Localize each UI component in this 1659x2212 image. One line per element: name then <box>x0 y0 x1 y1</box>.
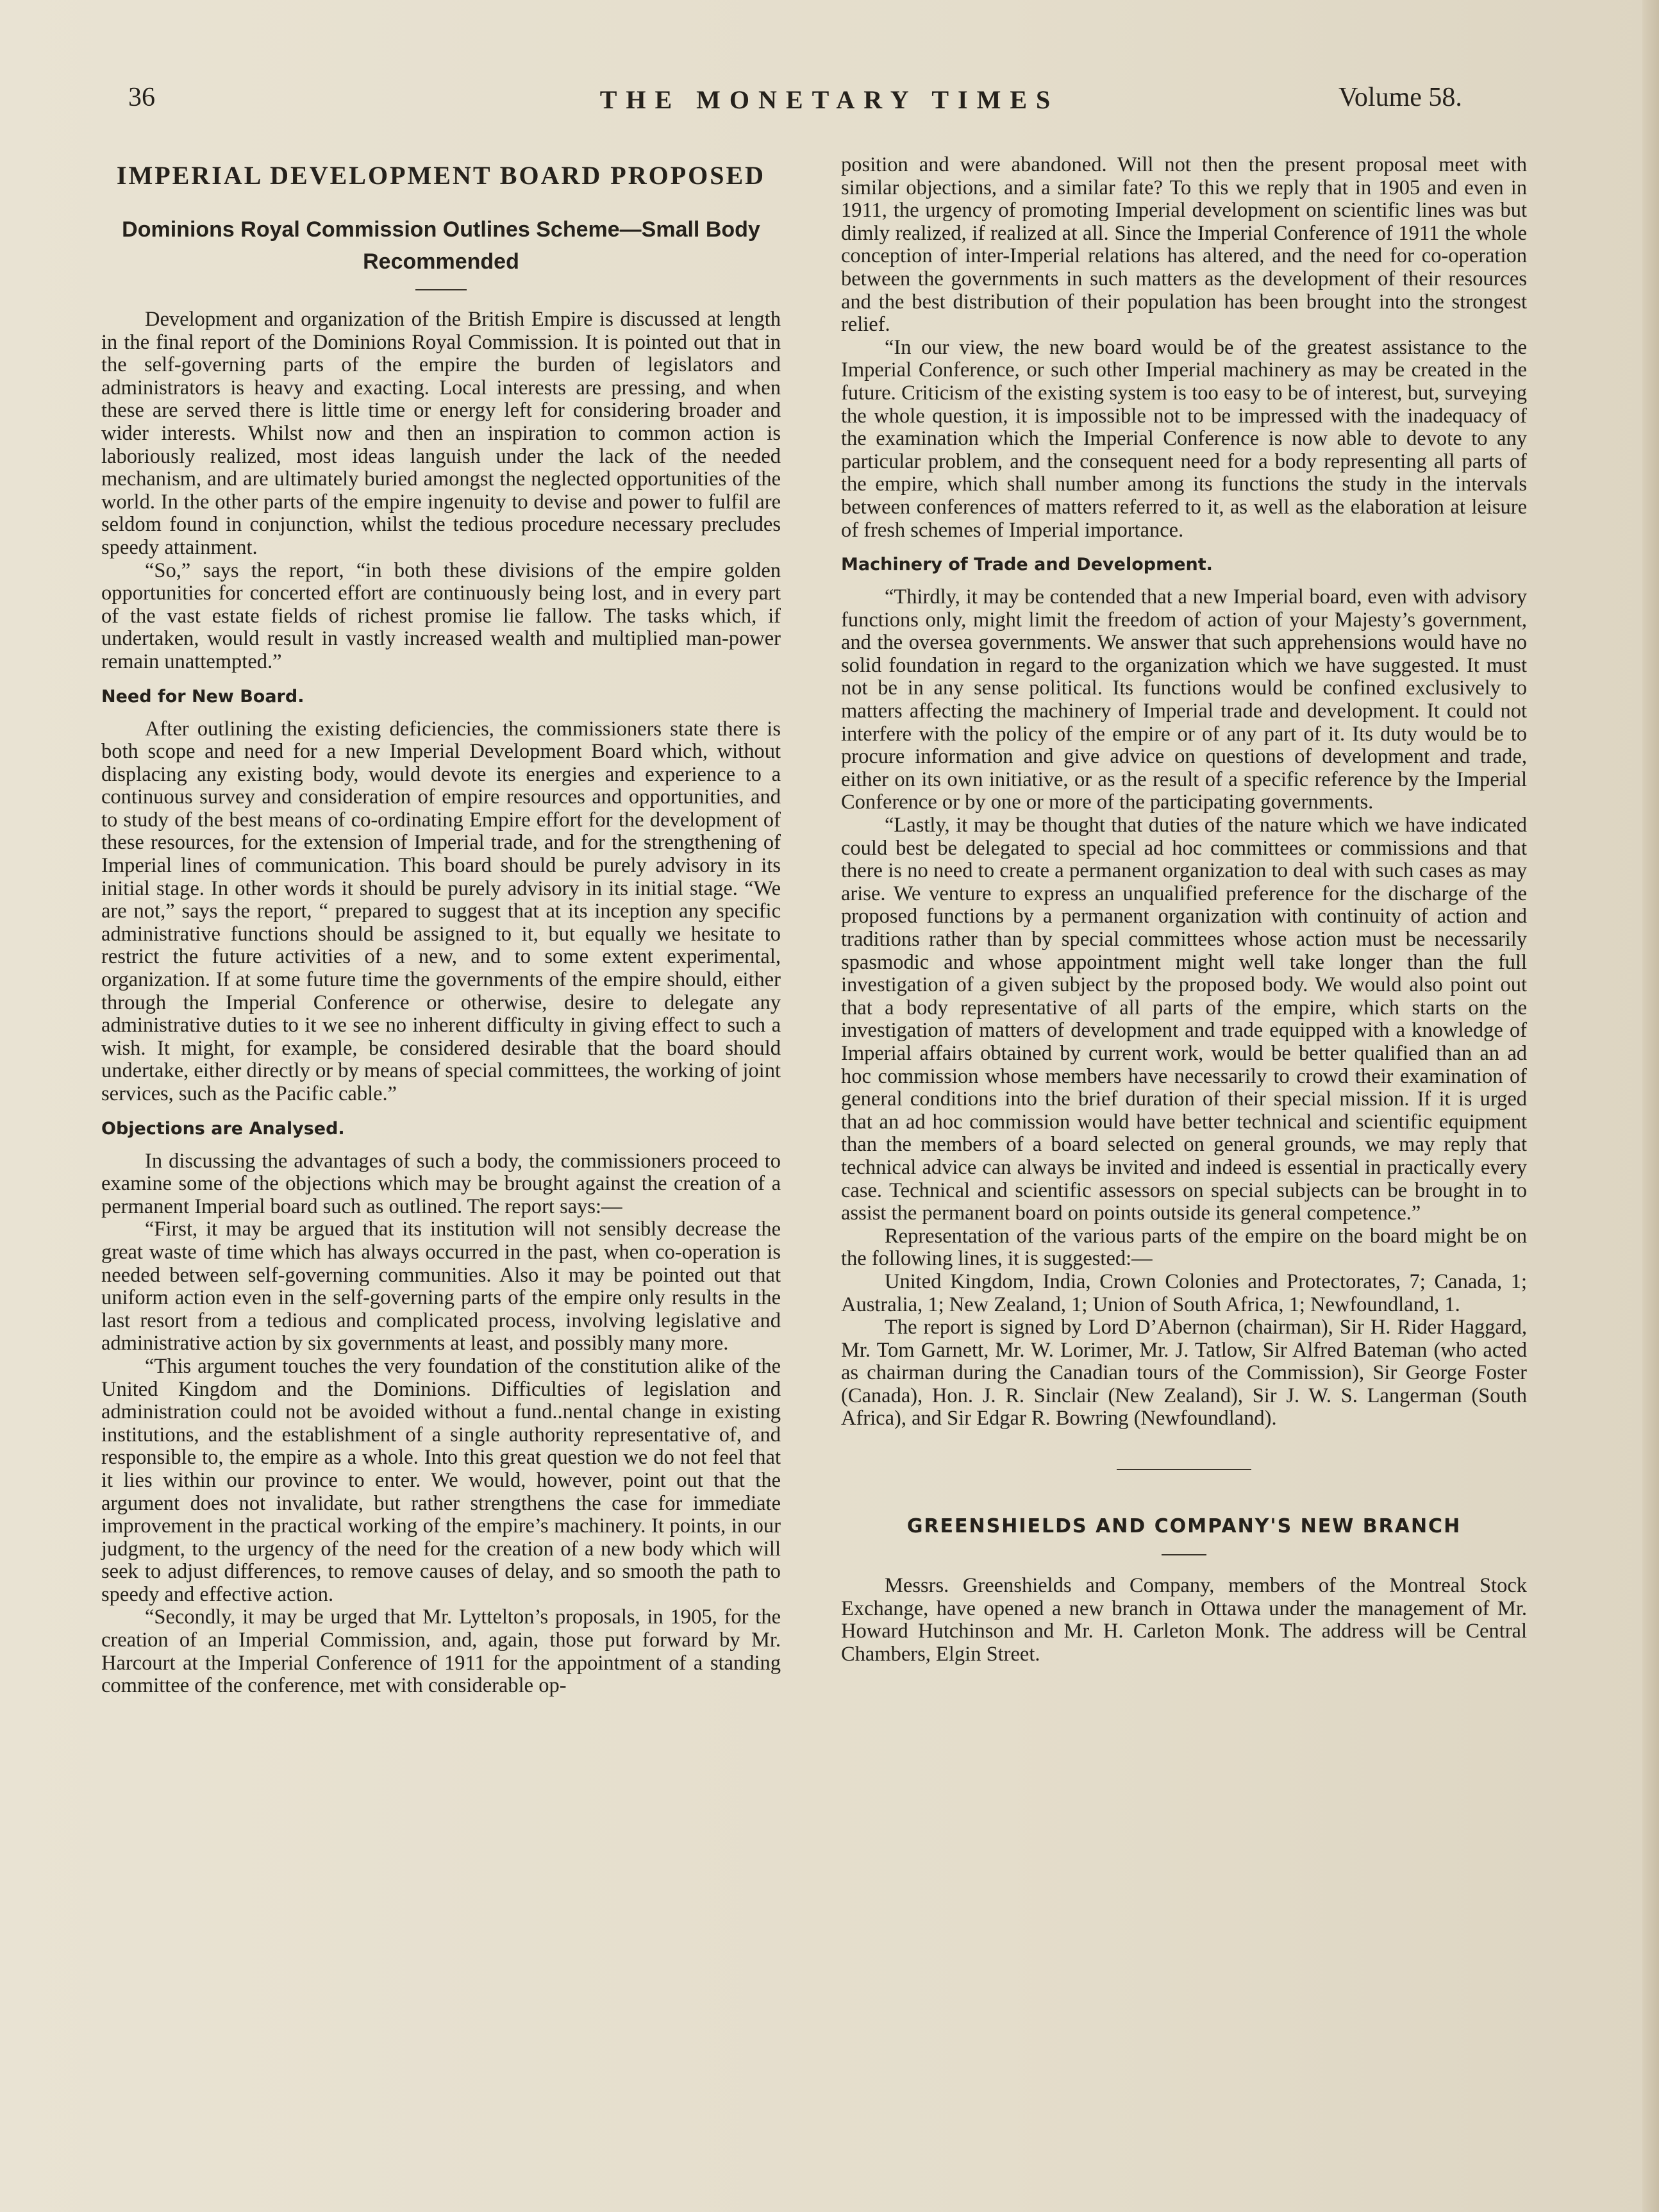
paragraph: “Secondly, it may be urged that Mr. Lyttelton’s proposals, in 1905, for the creation of an Imperial Commission, and, again, those put forward by Mr. Harcourt at the Imperial Conference of 1911 for the appointment of a standing committee of the conference, met with considerable op- <box>101 1605 781 1698</box>
paragraph: “So,” says the report, “in both these divisions of the empire golden opportunities for concerted effort are continuously being lost, and in every part of the vast estate fields of richest promise lie fallow. The tasks which, if undertaken, would result in vastly increased wealth and multiplied man-power remain unattempted.” <box>101 558 781 673</box>
subheading: Machinery of Trade and Development. <box>841 555 1213 575</box>
paragraph: “Lastly, it may be thought that duties of the nature which we have indicated could best be delegated to special ad hoc committees or commissions and that there is no need to create a permanent organization to deal with such cases as may arise. We venture to express an unqualified preference for the discharge of the proposed functions by a permanent organization with continuity of action and traditions rather than by special committees whose action must be necessarily spasmodic and whose appointment might well take longer than the full investigation of a given subject by the proposed body. We would also point out that a body representative of all parts of the empire, which starts on the investigation of matters of development and trade equipped with a knowledge of Imperial affairs obtained by current work, would be better qualified than an ad hoc commission whose members have necessarily to crowd their examination of general conditions into the brief duration of their special mission. If it is urged that an ad hoc commission would have better technical and scientific equipment than the members of a board selected on general grounds, we may reply that technical advice can always be invited and indeed is essential in practically every case. Technical and scientific assessors on special subjects can be brought in to assist the permanent board on points outside its general competence.” <box>841 814 1527 1225</box>
divider <box>1162 1554 1206 1555</box>
paragraph: “Thirdly, it may be contended that a new Imperial board, even with advisory functions only, might limit the freedom of action of your Majesty’s government, and the oversea governments. We answer that such apprehensions would have no solid foundation in regard to the organization which we have suggested. It must not be in any sense political. Its functions would be confined exclusively to matters affecting the machinery of Imperial trade and development. It could not interfere with the policy of the empire or of any part of it. Its duty would be to procure information and give advice on questions of development and trade, either on its own initiative, or as the result of a specific reference by the Imperial Conference or by one or more of the participating governments. <box>841 585 1527 814</box>
paragraph: position and were abandoned. Will not then the present proposal meet with similar objections, and a similar fate? To this we reply that in 1905 and even in 1911, the urgency of promoting Imperial development on scientific lines was but dimly realized, if realized at all. Since the Imperial Conference of 1911 the whole conception of inter-Imperial relations has altered, and the need for co-operation between the governments in such matters as the development of their resources and the best distribution of their population has been brought into the strongest relief. <box>841 153 1527 337</box>
page-number: 36 <box>128 83 155 112</box>
right-column <box>841 154 1527 1666</box>
volume-label: Volume 58. <box>1338 83 1462 112</box>
article-title: IMPERIAL DEVELOPMENT BOARD PROPOSED <box>116 161 766 190</box>
left-column <box>101 160 781 1698</box>
paragraph: After outlining the existing deficiencies, the commissioners state there is both scope and need for a new Imperial Development Board which, without displacing any existing body, would devote its energies and experience to a continuous survey and consideration of empire resources and opportunities, and to study of the best means of co-ordinating Empire effort for the development of these resources, for the extension of Imperial trade, and for the strengthening of Imperial lines of communication. This board should be purely advisory in its initial stage. In other words it should be purely advisory in its initial stage. “We are not,” says the report, “ prepared to suggest that at its inception any specific administrative functions should be assigned to it, but equally we hesitate to restrict the future activities of a new, and to some extent experimental, organization. If at some future time the governments of the empire should, either through the Imperial Conference or otherwise, desire to delegate any administrative duties to it we see no inherent difficulty in giving effect to such a wish. It might, for example, be considered desirable that the board should undertake, either directly or by means of special committees, the working of joint services, such as the Pacific cable.” <box>101 717 781 1105</box>
paragraph: “This argument touches the very foundation of the constitution alike of the United Kingdom and the Dominions. Difficulties of legislation and administration could not be avoided without a fund..nental change in existing institutions, and the establishment of a single authority representative of, and responsible to, the empire as a whole. Into this great question we do not feel that it lies within our province to enter. We would, however, point out that the argument does not invalidate, but rather strengthens the case for immediate improvement in the practical working of the empire’s machinery. It points, in our judgment, to the urgency of the need for the creation of a new body which will seek to adjust differences, to remove causes of delay, and so smooth the path to speedy and effective action. <box>101 1354 781 1606</box>
masthead: THE MONETARY TIMES <box>599 85 1060 114</box>
paragraph: United Kingdom, India, Crown Colonies and Protectorates, 7; Canada, 1; Australia, 1; New Zealand, 1; Union of South Africa, 1; Newfoundland, 1. <box>841 1269 1527 1316</box>
article-deck: Dominions Royal Commission Outlines Scheme—Small Body Recommended <box>122 217 760 274</box>
paragraph: Development and organization of the British Empire is discussed at length in the final report of the Dominions Royal Commission. It is pointed out that in the self-governing parts of the empire the burden of legislators and administrators is heavy and exacting. Local interests are pressing, and when these are served there is little time or energy left for considering broader and wider interests. Whilst now and then an inspiration to common action is laboriously realized, most ideas languish under the lack of the needed mechanism, and are ultimately buried amongst the neglected opportunities of the world. In the other parts of the empire ingenuity to devise and power to fulfil are seldom found in conjunction, whilst the tedious procedure necessary precludes speedy attainment. <box>101 308 781 559</box>
subheading: Objections are Analysed. <box>101 1118 345 1139</box>
paragraph: “First, it may be argued that its institution will not sensibly decrease the great waste of time which has always occurred in the past, when co-operation is needed between self-governing communities. Also it may be pointed out that uniform action even in the self-governing parts of the empire only results in the last resort from a tedious and complicated process, involving legislative and administrative action by six governments at least, and possibly many more. <box>101 1218 781 1355</box>
paragraph: Representation of the various parts of the empire on the board might be on the following lines, it is suggested:— <box>841 1224 1527 1271</box>
paragraph: In discussing the advantages of such a body, the commissioners proceed to examine some of the objections which may be brought against the creation of a permanent Imperial board such as outlined. The report says:— <box>101 1149 781 1218</box>
page-header <box>0 82 1659 121</box>
section-divider <box>1117 1469 1251 1470</box>
divider <box>415 289 467 290</box>
subheading: Need for New Board. <box>101 686 304 707</box>
paragraph: Messrs. Greenshields and Company, members of the Montreal Stock Exchange, have opened a new branch in Ottawa under the management of Mr. Howard Hutchinson and Mr. H. Carleton Monk. The address will be Central Chambers, Elgin Street. <box>841 1574 1527 1666</box>
page-edge <box>1642 0 1659 2212</box>
article-title: GREENSHIELDS AND COMPANY'S NEW BRANCH <box>906 1515 1462 1538</box>
paragraph: The report is signed by Lord D’Abernon (chairman), Sir H. Rider Haggard, Mr. Tom Garnett, Mr. W. Lorimer, Mr. J. Tatlow, Sir Alfred Bateman (who acted as chairman during the Canadian tours of the Commission), Sir George Foster (Canada), Hon. J. R. Sinclair (New Zealand), Sir J. W. S. Langerman (South Africa), and Sir Edgar R. Bowring (Newfoundland). <box>841 1316 1527 1430</box>
paragraph: “In our view, the new board would be of the greatest assistance to the Imperial Conference, or such other Imperial machinery as may be created in the future. Criticism of the existing system is too easy to be of interest, but, surveying the whole question, it is impossible not to be impressed with the inadequacy of the examination which the Imperial Conference is now able to devote to any particular problem, and the consequent need for a body representing all parts of the empire, which shall number among its functions the study in the intervals between conferences of matters referred to it, as well as the elaboration at leisure of fresh schemes of Imperial importance. <box>841 335 1527 542</box>
